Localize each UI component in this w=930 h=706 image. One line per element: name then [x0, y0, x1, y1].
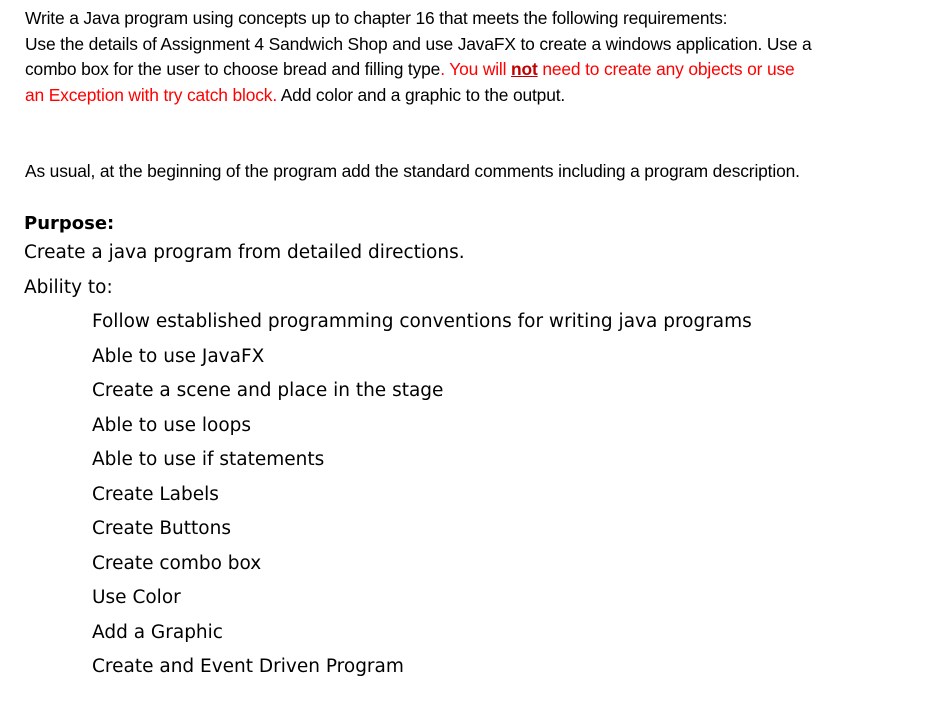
objects-note-start: . You will [440, 59, 512, 79]
purpose-heading: Purpose: [24, 213, 115, 234]
ability-item: Create and Event Driven Program [92, 656, 404, 677]
ability-item: Able to use loops [92, 414, 252, 436]
comments-instruction: As usual, at the beginning of the program add the standard comments including a program description. [25, 161, 800, 181]
requirements-line-3 [25, 57, 915, 83]
requirements-line-2: Use the details of Assignment 4 Sandwich Shop and use JavaFX to create a windows application. Use a [25, 33, 812, 54]
ability-item: Create Labels [92, 483, 219, 505]
requirements-paragraph [25, 6, 915, 108]
ability-list [92, 309, 752, 689]
combo-box-requirement: combo box for the user to choose bread and filling type [25, 59, 441, 79]
requirements-line-1: Write a Java program using concepts up to chapter 16 that meets the following requirements: [25, 8, 728, 28]
not-emphasis: not [511, 59, 538, 79]
ability-item: Able to use JavaFX [92, 345, 265, 367]
exception-note: an Exception with try catch block. [25, 84, 278, 105]
ability-item: Create Buttons [92, 518, 231, 539]
requirements-line-4 [25, 83, 915, 109]
ability-item: Follow established programming conventions for writing java programs [92, 311, 752, 332]
purpose-description: Create a java program from detailed directions. [24, 242, 465, 263]
ability-item: Add a Graphic [92, 621, 223, 643]
ability-label: Ability to: [24, 277, 113, 298]
ability-item: Create combo box [92, 552, 262, 574]
color-graphic-requirement: Add color and a graphic to the output. [277, 84, 566, 105]
ability-item: Able to use if statements [92, 449, 325, 470]
ability-item: Create a scene and place in the stage [92, 380, 444, 401]
objects-note-end: need to create any objects or use [537, 59, 795, 79]
ability-item: Use Color [92, 587, 181, 608]
